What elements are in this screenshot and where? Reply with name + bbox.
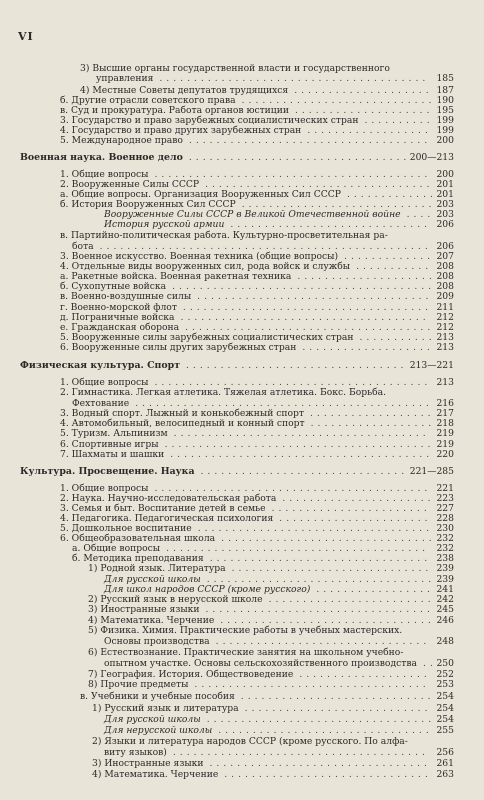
dot-leader: .......... [364,115,434,126]
dot-leader: .................. [310,418,436,429]
dot-leader: ................................ [188,152,411,163]
dot-leader: ............................... [218,725,433,736]
entry-title: 6. Спортивные игры [60,439,159,450]
dot-leader: ............. [344,251,435,262]
dot-leader: ........... [356,261,433,272]
dot-leader: .... [406,209,435,220]
page-ref: 255 [436,725,454,736]
entry-title: 4) Местные Советы депутатов трудящихся [80,85,289,96]
page-ref: 195 [436,105,454,116]
entry-title: 3. Государство и право зарубежных социалистических стран [60,115,359,126]
dot-leader: .................................. [194,679,430,690]
entry-title: а. Ракетные войска. Военная ракетная техника [60,271,292,282]
page-ref: 212 [436,312,454,323]
entry-title: 5. Международное право [60,135,183,146]
dot-leader: ............................. [231,563,433,574]
page-ref: 201 [436,189,454,200]
entry-title: 1. Общие вопросы [60,377,149,388]
entry-title: 3) Иностранные языки [92,758,204,769]
dot-leader: ............. [346,189,437,200]
entry-title: 1) Русский язык и литература [92,703,239,714]
entry-title: 5. Вооруженные силы зарубежных социалистических стран [60,332,354,343]
entry-title: б. История Вооруженных Сил СССР [60,199,236,210]
entry-title: Для русской школы [104,574,201,585]
entry-title: 4. Педагогика. Педагогическая психология [60,513,274,524]
entry-title: Для нерусской школы [104,725,213,736]
entry-title: 5. Туризм. Альпинизм [60,428,168,439]
entry-title: б. Методика преподавания [72,553,204,564]
page-ref: 254 [436,691,454,702]
page-ref: 253 [436,679,454,690]
entry-title: б. Другие отрасли советского права [60,95,236,106]
page-ref: 217 [436,408,454,419]
dot-leader: ................................... [188,135,432,146]
page-ref: 256 [436,747,454,758]
toc-entry [0,135,484,147]
dot-leader: ............................ [241,95,436,106]
page-ref: 213—221 [409,360,454,371]
entry-title: 6) Естествознание. Практические занятия на школьном учебно- [88,647,404,658]
toc-entry [0,769,484,781]
dot-leader: ........................................ [154,483,432,494]
page-ref: 245 [436,604,454,615]
page-ref: 254 [436,714,454,725]
page-ref: 209 [436,291,454,302]
page-ref: 203 [436,199,454,210]
page-ref: 199 [436,125,454,136]
page-ref: 203 [436,209,454,220]
page-ref: 190 [436,95,454,106]
entry-title: 6. Вооруженные силы других зарубежных стран [60,342,297,353]
entry-title: управления [96,73,154,84]
dot-leader: ..................................... [173,428,430,439]
entry-title: 7. Шахматы и шашки [60,449,165,460]
entry-title: 3. Семья и быт. Воспитание детей в семье [60,503,266,514]
page-ref: 263 [436,769,454,780]
page-ref: 200—213 [409,152,454,163]
page-ref: 216 [436,398,454,409]
dot-leader: ................................. [205,179,434,190]
entry-title: 7) География. История. Обществоведение [88,669,294,680]
entry-title: 4. Государство и право других зарубежных стран [60,125,302,136]
dot-leader: ............................. [230,219,432,230]
dot-leader: ................................. [205,604,434,615]
dot-leader: ...................................... [170,449,434,460]
entry-title: Для русской школы [104,714,201,725]
entry-title: 4) Математика. Черчение [88,615,215,626]
page-ref: 208 [436,261,454,272]
page-ref: 230 [436,523,454,534]
dot-leader: ................................. [206,714,436,725]
dot-leader: ................... [302,342,434,353]
page-ref: 200 [436,169,454,180]
entry-title: бота [72,241,94,252]
dot-leader: ............................... [220,615,435,626]
dot-leader: ....................................... [159,73,430,84]
entry-title: опытном участке. Основы сельскохозяйственного производства [104,658,417,669]
page-ref: 239 [436,574,454,585]
dot-leader: ................................. [206,574,436,585]
dot-leader: ................................ [209,553,432,564]
page-ref: 213 [436,342,454,353]
entry-title: в. Учебники и учебные пособия [80,691,235,702]
dot-leader: .................... [294,105,434,116]
page-ref: 248 [436,636,454,647]
page-ref: 221 [436,483,454,494]
entry-title: История русской армии [104,219,225,230]
page-ref: 241 [436,584,454,595]
section-heading [0,360,484,372]
dot-leader: .............................. [200,466,409,477]
dot-leader: ............................ [241,199,436,210]
dot-leader: ............................... [215,636,431,647]
dot-leader: ........................................ [154,169,432,180]
entry-title: Фехтование [72,398,130,409]
entry-title: 8) Прочие предметы [88,679,189,690]
dot-leader: .................................. [197,291,433,302]
entry-title: 2. Наука. Научно-исследовательская работа [60,493,277,504]
page-ref: 200 [436,135,454,146]
entry-title: виту языков) [104,747,167,758]
dot-leader: ...................... [279,513,432,524]
dot-leader: .................... [294,85,433,96]
entry-title: 5) Физика. Химия. Практические работы в учебных мастерских. [88,625,403,636]
dot-leader: .................................. [197,523,433,534]
dot-leader: ..................................... [172,747,429,758]
entry-title: 4. Отдельные виды вооруженных сил, рода войск и службы [60,261,351,272]
entry-title: 6. Общеобразовательная школа [60,533,216,544]
dot-leader: ....................... [271,503,431,514]
entry-title: 5. Дошкольное воспитание [60,523,192,534]
page-ref: 206 [436,241,454,252]
page-ref: 206 [436,219,454,230]
entry-title: в. Военно-воздушные силы [60,291,192,302]
dot-leader: ........................ [268,594,435,605]
page-ref: 246 [436,615,454,626]
dot-leader: .. [423,658,437,669]
entry-title: Вооруженные Силы СССР в Великой Отечественной войне [104,209,401,220]
entry-title: 1. Общие вопросы [60,483,149,494]
page-ref: 261 [436,758,454,769]
page-ref: 254 [436,703,454,714]
entry-title: 2) Языки и литература народов СССР (кроме русского. По алфа- [92,736,408,747]
section-heading [0,152,484,164]
dot-leader: ................. [316,584,434,595]
dot-leader: ........................... [244,703,432,714]
section-heading [0,466,484,478]
dot-leader: .................................... [180,312,430,323]
dot-leader: ........... [359,332,436,343]
page-ref: 208 [436,271,454,282]
dot-leader: .................... [297,271,436,282]
entry-title: 4) Математика. Черчение [92,769,219,780]
entry-title: в. Суд и прокуратура. Работа органов юстиции [60,105,289,116]
page-ref: 242 [436,594,454,605]
dot-leader: ...................... [282,493,435,504]
entry-title: а. Общие вопросы. Организация Вооруженных Сил СССР [60,189,341,200]
entry-title: 1. Общие вопросы [60,169,149,180]
entry-title: Для школ народов СССР (кроме русского) [104,584,311,595]
page-ref: 232 [436,543,454,554]
dot-leader: ............................... [221,533,436,544]
dot-leader: ................... [299,669,431,680]
page-ref: 232 [436,533,454,544]
dot-leader: ........................................ [154,377,432,388]
dot-leader: .................. [310,408,435,419]
page-ref: 213 [436,332,454,343]
dot-leader: ............................ [240,691,435,702]
entry-title: а. Общие вопросы [72,543,161,554]
entry-title: 4. Автомобильный, велосипедный и конный спорт [60,418,305,429]
entry-title: Военная наука. Военное дело [20,152,183,163]
page-ref: 228 [436,513,454,524]
toc-entry [0,342,484,354]
entry-title: г. Военно-морской флот [60,302,177,313]
page-ref: 213 [436,377,454,388]
page-ref: 199 [436,115,454,126]
page-ref: 227 [436,503,454,514]
page-ref: 219 [436,439,454,450]
entry-title: е. Гражданская оборона [60,322,180,333]
dot-leader: .............................. [224,769,432,780]
dot-leader: ....................................... [164,439,435,450]
page-ref: 223 [436,493,454,504]
page-ref: 220 [436,449,454,460]
page-ref: 219 [436,428,454,439]
entry-title: в. Партийно-политическая работа. Культурно-просветительная ра- [60,230,388,241]
dot-leader: .................. [307,125,432,136]
dot-leader: ................................ [186,360,408,371]
entry-title: 2. Вооруженные Силы СССР [60,179,200,190]
entry-title: 3. Водный спорт. Лыжный и конькобежный спорт [60,408,305,419]
page-number: VI [18,30,34,43]
dot-leader: ........................................... [135,398,433,409]
toc-entry [0,73,484,85]
entry-title: 3) Высшие органы государственной власти и государственного [80,63,390,74]
entry-title: 2) Русский язык в нерусской школе [88,594,263,605]
dot-leader: ...................................... [172,281,436,292]
dot-leader: ...................................... [166,543,430,554]
page-ref: 252 [436,669,454,680]
toc-entry [0,449,484,461]
page-ref: 238 [436,553,454,564]
entry-title: б. Сухопутные войска [60,281,167,292]
page-ref: 250 [436,658,454,669]
page-ref: 187 [436,85,454,96]
page-ref: 208 [436,281,454,292]
entry-title: д. Пограничные войска [60,312,175,323]
page-ref: 185 [436,73,454,84]
page-ref: 207 [436,251,454,262]
page-ref: 239 [436,563,454,574]
page-ref: 212 [436,322,454,333]
dot-leader: .................................... [182,302,433,313]
entry-title: 3. Военное искусство. Военная техника (общие вопросы) [60,251,339,262]
page-ref: 211 [436,302,454,313]
page-ref: 201 [436,179,454,190]
entry-title: 3) Иностранные языки [88,604,200,615]
entry-title: Культура. Просвещение. Наука [20,466,195,477]
toc-entry [0,691,484,703]
entry-title: 2. Гимнастика. Легкая атлетика. Тяжелая атлетика. Бокс. Борьба. [60,387,387,398]
entry-title: Основы производства [104,636,210,647]
dot-leader: ................................ [209,758,431,769]
page-ref: 221—285 [409,466,454,477]
entry-title: Физическая культура. Спорт [20,360,181,371]
toc-entry [0,679,484,691]
dot-leader: .................................... [185,322,435,333]
page-ref: 218 [436,418,454,429]
dot-leader: ................................................ [99,241,432,252]
entry-title: 1) Родной язык. Литература [88,563,226,574]
